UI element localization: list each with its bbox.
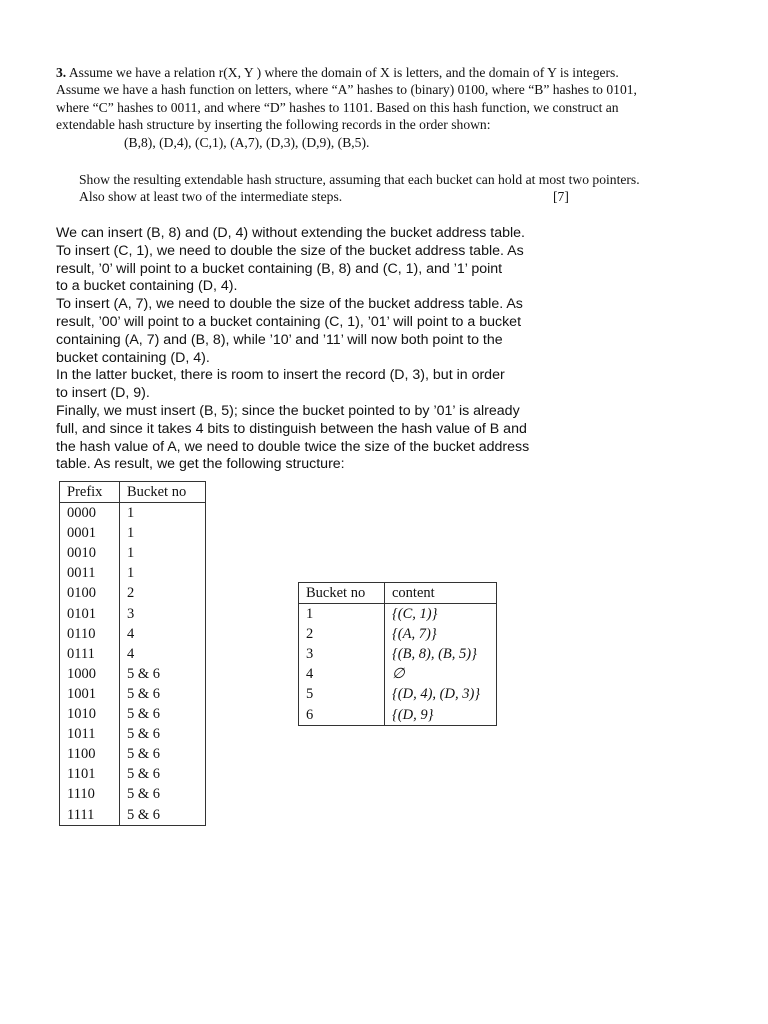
bucket-content-cell: {(D, 9} xyxy=(385,705,497,726)
bucket-no-cell: 4 xyxy=(120,644,206,664)
bucket-no-cell: 5 & 6 xyxy=(120,764,206,784)
bucket-content-table xyxy=(298,582,497,726)
table-row xyxy=(60,664,206,684)
column-header-bucket-no: Bucket no xyxy=(120,482,206,503)
bucket-no-cell: 3 xyxy=(299,644,385,664)
answer-line: table. As result, we get the following structure: xyxy=(56,456,345,473)
table-row xyxy=(60,583,206,603)
bucket-no-cell: 1 xyxy=(120,543,206,563)
prefix-cell: 0100 xyxy=(60,583,120,603)
prefix-cell: 1101 xyxy=(60,764,120,784)
bucket-no-cell: 1 xyxy=(120,563,206,583)
prefix-cell: 1000 xyxy=(60,664,120,684)
bucket-no-cell: 5 xyxy=(299,684,385,704)
table-row xyxy=(60,644,206,664)
table-row xyxy=(60,724,206,744)
prefix-bucket-table xyxy=(59,481,206,826)
bucket-no-cell: 4 xyxy=(299,664,385,684)
question-line-4: extendable hash structure by inserting the following records in the order shown: xyxy=(56,117,491,133)
bucket-no-cell: 5 & 6 xyxy=(120,784,206,804)
answer-line: result, ’00’ will point to a bucket containing (C, 1), ’01’ will point to a bucket xyxy=(56,313,522,330)
column-header-content: content xyxy=(385,583,497,604)
bucket-no-cell: 3 xyxy=(120,604,206,624)
bucket-no-cell: 5 & 6 xyxy=(120,704,206,724)
answer-line: full, and since it takes 4 bits to distinguish between the hash value of B and xyxy=(56,420,527,437)
table-row xyxy=(60,503,206,524)
table-row xyxy=(60,624,206,644)
prefix-cell: 1011 xyxy=(60,724,120,744)
prefix-cell: 0000 xyxy=(60,503,120,524)
table-row xyxy=(299,705,497,726)
bucket-no-cell: 1 xyxy=(120,503,206,524)
instruction-text xyxy=(79,171,719,206)
bucket-no-cell: 2 xyxy=(299,624,385,644)
bucket-content-cell: {(C, 1)} xyxy=(385,604,497,625)
table-row xyxy=(60,523,206,543)
answer-line: result, ’0’ will point to a bucket containing (B, 8) and (C, 1), and ’1’ point xyxy=(56,260,503,277)
table-row xyxy=(60,805,206,826)
bucket-content-cell: {(A, 7)} xyxy=(385,624,497,644)
table-row xyxy=(60,604,206,624)
table-row xyxy=(60,764,206,784)
answer-line: bucket containing (D, 4). xyxy=(56,349,210,366)
prefix-cell: 0010 xyxy=(60,543,120,563)
table-header-row xyxy=(299,583,497,604)
table-row xyxy=(60,744,206,764)
question-line-1: 3. Assume we have a relation r(X, Y ) where the domain of X is letters, and the domain of Y is integers. xyxy=(56,65,619,80)
answer-line: We can insert (B, 8) and (D, 4) without extending the bucket address table. xyxy=(56,225,525,241)
record-list: (B,8), (D,4), (C,1), (A,7), (D,3), (D,9), (B,5). xyxy=(124,134,370,150)
answer-line: In the latter bucket, there is room to insert the record (D, 3), but in order xyxy=(56,367,505,384)
table-row xyxy=(299,684,497,704)
prefix-cell: 0101 xyxy=(60,604,120,624)
table-header-row xyxy=(60,482,206,503)
bucket-no-cell: 5 & 6 xyxy=(120,744,206,764)
prefix-cell: 0110 xyxy=(60,624,120,644)
question-text xyxy=(56,64,706,151)
table-row xyxy=(60,684,206,704)
bucket-no-cell: 6 xyxy=(299,705,385,726)
bucket-no-cell: 1 xyxy=(120,523,206,543)
table-row xyxy=(60,784,206,804)
answer-line: the hash value of A, we need to double twice the size of the bucket address xyxy=(56,438,530,455)
answer-line: to a bucket containing (D, 4). xyxy=(56,278,238,295)
prefix-cell: 1110 xyxy=(60,784,120,804)
bucket-no-cell: 4 xyxy=(120,624,206,644)
prefix-cell: 0011 xyxy=(60,563,120,583)
column-header-bucket-no: Bucket no xyxy=(299,583,385,604)
bucket-no-cell: 5 & 6 xyxy=(120,724,206,744)
table-row xyxy=(299,644,497,664)
table-row xyxy=(60,563,206,583)
prefix-cell: 0111 xyxy=(60,644,120,664)
answer-text xyxy=(56,225,576,474)
bucket-no-cell: 2 xyxy=(120,583,206,603)
prefix-cell: 1111 xyxy=(60,805,120,826)
table-row xyxy=(60,543,206,563)
instruction-line-1: Show the resulting extendable hash structure, assuming that each bucket can hold at most two pointers. xyxy=(79,172,640,187)
bucket-no-cell: 5 & 6 xyxy=(120,684,206,704)
bucket-content-cell: ∅ xyxy=(385,664,497,684)
answer-line: To insert (C, 1), we need to double the size of the bucket address table. As xyxy=(56,242,524,259)
prefix-cell: 1100 xyxy=(60,744,120,764)
answer-line: Finally, we must insert (B, 5); since the bucket pointed to by ’01’ is already xyxy=(56,402,520,419)
instruction-line-2: Also show at least two of the intermediate steps. xyxy=(79,189,343,205)
question-number: 3. xyxy=(56,65,67,80)
table-row xyxy=(60,704,206,724)
table-row xyxy=(299,604,497,625)
bucket-no-cell: 1 xyxy=(299,604,385,625)
table-row xyxy=(299,624,497,644)
bucket-content-cell: {(B, 8), (B, 5)} xyxy=(385,644,497,664)
table-row xyxy=(299,664,497,684)
question-line-2: Assume we have a hash function on letters, where “A” hashes to (binary) 0100, where “B” hashes to 0101, xyxy=(56,82,637,98)
prefix-cell: 1001 xyxy=(60,684,120,704)
column-header-prefix: Prefix xyxy=(60,482,120,503)
prefix-cell: 1010 xyxy=(60,704,120,724)
prefix-cell: 0001 xyxy=(60,523,120,543)
bucket-content-cell: {(D, 4), (D, 3)} xyxy=(385,684,497,704)
answer-line: containing (A, 7) and (B, 8), while ’10’ and ’11’ will now both point to the xyxy=(56,331,503,348)
bucket-no-cell: 5 & 6 xyxy=(120,805,206,826)
answer-line: to insert (D, 9). xyxy=(56,385,150,402)
question-line-3: where “C” hashes to 0011, and where “D” hashes to 1101. Based on this hash function, we construct an xyxy=(56,99,619,115)
bucket-no-cell: 5 & 6 xyxy=(120,664,206,684)
answer-line: To insert (A, 7), we need to double the size of the bucket address table. As xyxy=(56,296,523,313)
marks-label: [7] xyxy=(553,189,569,205)
